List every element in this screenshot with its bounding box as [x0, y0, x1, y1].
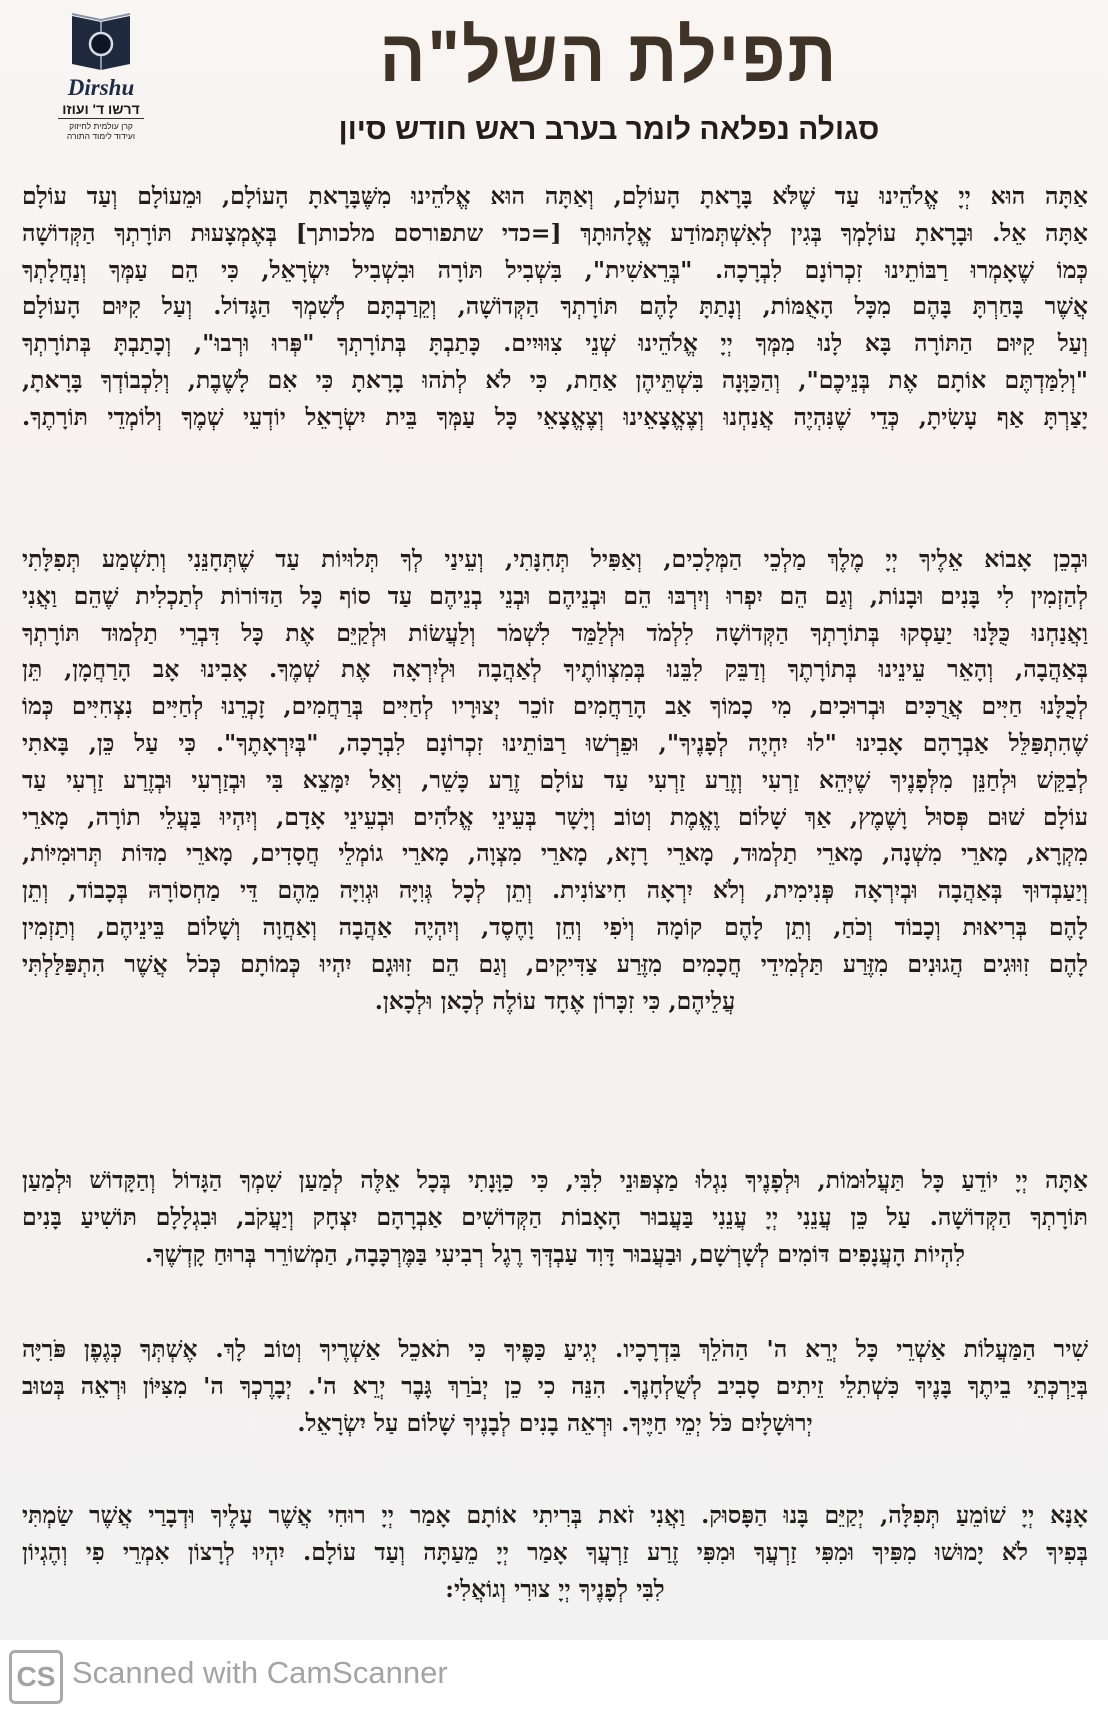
page-subtitle: סגולה נפלאה לומר בערב ראש חודש סיון [338, 113, 880, 146]
text-line: לִהְיוֹת הָעֲנָפִים דּוֹמִים לְשָׁרְשָׁם, וּבַעֲבוּר דָּוִד עַבְדְּךָ רֶגֶל רְבִיעִי בַּמֶּרְכָּבָה, הַמְשׁוֹרֵר בְּרוּחַ קָדְשֶׁךָ. [145, 1239, 965, 1268]
camscanner-logo-icon: CS [9, 1650, 63, 1704]
text-line: אַתָּה אֵל. וּבָרָאתָ עוֹלָמְךָ בְּגִין לְאִשְׁתְּמוֹדַע אֱלָהוּתָךְ [=כדי שתפורסם מלכותך] בְּאֶמְצָעוּת תּוֹרָתְךָ הַקְּדוֹשָׁה [22, 218, 1088, 247]
text-line: יְרוּשָׁלָיִם כֹּל יְמֵי חַיֶּיךָ. וּרְאֵה בָנִים לְבָנֶיךָ שָׁלוֹם עַל יִשְׂרָאֵל. [297, 1408, 813, 1437]
text-line: לָהֶם בְּרִיאוּת וְכָבוֹד וְכֹחַ, וְתֵן לָהֶם קוֹמָה וְיֹפִי וְחֵן וָחֶסֶד, וְיִהְיֶה אַהֲבָה וְאַחֲוָה וְשָׁלוֹם בֵּינֵיהֶם, וְתַזְמִין [22, 912, 1088, 941]
logo-tagline-1: קרן עולמית לחיזוק [69, 121, 133, 131]
text-line: לִבִּי לְפָנֶיךָ יְיָ צוּרִי וְגוֹאֲלִי: [445, 1574, 665, 1603]
text-line: לְהַזְמִין לִי בָּנִים וּבָנוֹת, וְגַם הֵם יִפְרוּ וְיִרְבּוּ הֵם וּבְנֵיהֶם וּבְנֵי בְנֵיהֶם עַד סוֹף כָּל הַדּוֹרוֹת לְתַכְלִית שֶׁהֵם וַאֲנִי [22, 581, 1088, 610]
page-title: תפילת השל"ה [379, 14, 839, 98]
text-line: אֲשֶׁר בָּחַרְתָּ בָּהֶם מִכָּל הָאֻמּוֹת, וְנָתַתָּ לָהֶם תּוֹרָתְךָ הַקְּדוֹשָׁה, וְקֵרַבְתָּם לְשִׁמְךָ הַגָּדוֹל. וְעַל קִיּוּם הָעוֹלָם [22, 292, 1088, 321]
camscanner-watermark: Scanned with CamScanner [72, 1655, 448, 1690]
text-line: תּוֹרָתְךָ הַקְּדוֹשָׁה. עַל כֵּן עֲנֵנִי יְיָ עֲנֵנִי בַּעֲבוּר הָאָבוֹת הַקְּדוֹשִׁים אַבְרָהָם יִצְחָק וְיַעֲקֹב, וּבִגְלָלָם תּוֹשִׁיעַ בָּנִים [22, 1202, 1088, 1231]
dirshu-logo [58, 12, 144, 141]
logo-english-name: Dirshu [67, 75, 135, 100]
text-line: וּבְכֵן אָבוֹא אֵלֶיךָ יְיָ מֶלֶךְ מַלְכֵי הַמְּלָכִים, וְאַפִּיל תְּחִנָּתִי, וְעֵינַי לְךָ תְּלוּיוֹת עַד שֶׁתְּחָנֵּנִי וְתִשְׁמַע תְּפִלָּתִי [22, 545, 1088, 573]
text-line: "וְלִמַּדְתֶּם אוֹתָם אֶת בְּנֵיכֶם", וְהַכַּוָּנָה בִּשְׁתֵּיהֶן אַחַת, כִּי לֹא לְתֹהוּ בָרָאתָ כִּי אִם לָשֶׁבֶת, וְלִכְבוֹדְךָ בָּרָאתָ, [22, 365, 1088, 394]
text-line: וְעַל קִיּוּם הַתּוֹרָה בָּא לָנוּ מִמְּךָ יְיָ אֱלֹהֵינוּ שְׁנֵי צִוּוּיִים. כָּתַבְתָּ בְּתוֹרָתְךָ "פְּרוּ וּרְבוּ", וְכָתַבְתָּ בְּתוֹרָתְךָ [22, 329, 1088, 358]
text-line: אַתָּה יְיָ יוֹדֵעַ כָּל תַּעֲלוּמוֹת, וּלְפָנֶיךָ נִגְלוּ מַצְפּוּנֵי לִבִּי, כִּי כַוָּנָתִי בְּכָל אֵלֶּה לְמַעַן שִׁמְךָ הַגָּדוֹל וְהַקָּדוֹשׁ וּלְמַעַן [22, 1166, 1088, 1194]
text-line: אַתָּה הוּא יְיָ אֱלֹהֵינוּ עַד שֶׁלֹּא בָּרָאתָ הָעוֹלָם, וְאַתָּה הוּא אֱלֹהֵינוּ מִשֶּׁבָּרָאתָ הָעוֹלָם, וּמֵעוֹלָם וְעַד עוֹלָם [22, 182, 1088, 210]
paragraph-1 [22, 178, 1088, 436]
text-line: בְּאַהֲבָה, וְהָאֵר עֵינֵינוּ בְּתוֹרָתֶךָ וְדַבֵּק לִבֵּנוּ בְּמִצְווֹתֶיךָ לְאַהֲבָה וּלְיִרְאָה אֶת שְׁמֶךָ. אָבִינוּ אָב הָרַחֲמָן, תֵּן [22, 655, 1088, 684]
text-line: לְבַקֵּשׁ וּלְחַנֵּן מִלְּפָנֶיךָ שֶׁיְּהֵא זַרְעִי וְזֶרַע זַרְעִי עַד עוֹלָם זֶרַע כָּשֵׁר, וְאַל יִמָּצֵא בִּי וּבְזַרְעִי וּבְזֶרַע זַרְעִי עַד [22, 765, 1088, 794]
text-line: לָהֶם זִוּוּגִים הֲגוּנִים מִזֶּרַע תַּלְמִידֵי חֲכָמִים מִזֶּרַע צַדִּיקִים, וְגַם הֵם זִוּוּגָם יִהְיוּ כְּמוֹתָם כְּכֹל אֲשֶׁר הִתְפַּלַּלְתִּי [22, 949, 1088, 978]
text-line: עוֹלָם שׁוּם פְּסוּל וָשֶׁמֶץ, אַךְ שָׁלוֹם וֶאֱמֶת וְטוֹב וְיָשָׁר בְּעֵינֵי אֱלֹהִים וּבְעֵינֵי אָדָם, וְיִהְיוּ בַּעֲלֵי תוֹרָה, מָארֵי [22, 802, 1088, 831]
text-line: וְיַעַבְדוּךָ בְּאַהֲבָה וּבְיִרְאָה פְּנִימִית, וְלֹא יִרְאָה חִיצוֹנִית. וְתֵן לְכָל גְּוִיָּה וּגְוִיָּה מֵהֶם דֵּי מַחְסוֹרָהּ בְּכָבוֹד, וְתֵן [22, 876, 1088, 905]
text-line: מִקְרָא, מָארֵי מִשְׁנָה, מָארֵי תַלְמוּד, מָארֵי רָזָא, מָארֵי מִצְוָה, מָארֵי גוֹמְלֵי חֲסָדִים, מָארֵי מִדּוֹת תְּרוּמִיּוֹת, [22, 839, 1088, 868]
text-line: יָצַרְתָּ אַף עָשִׂיתָ, כְּדֵי שֶׁנִּהְיֶה אֲנַחְנוּ וְצֶאֱצָאֵינוּ וְצֶאֱצָאֵי כָּל עַמְּךָ בֵּית יִשְׂרָאֵל יוֹדְעֵי שְׁמֶךָ וְלוֹמְדֵי תּוֹרָתֶךָ. [22, 402, 1088, 431]
text-line: לְכֻלָּנוּ חַיִּים אֲרֻכִּים וּבְרוּכִים, מִי כָמוֹךָ אַב הָרַחֲמִים זוֹכֵר יְצוּרָיו לְחַיִּים בְּרַחֲמִים, זָכְרֵנוּ לְחַיִּים נִצְחִיִּים כְּמוֹ [22, 692, 1088, 721]
text-line: אָנָּא יְיָ שׁוֹמֵעַ תְּפִלָּה, יְקַיֵּם בָּנוּ הַפָּסוּק. וַאֲנִי זֹאת בְּרִיתִי אוֹתָם אָמַר יְיָ רוּחִי אֲשֶׁר עָלֶיךָ וּדְבָרַי אֲשֶׁר שַׂמְתִּי [22, 1501, 1088, 1529]
text-line: וַאֲנַחְנוּ כֻּלָּנוּ יַעַסְקוּ בְּתוֹרָתְךָ הַקְּדוֹשָׁה לִלְמֹד וּלְלַמֵּד לִשְׁמֹר וְלַעֲשׂוֹת וּלְקַיֵּם אֶת כָּל דִּבְרֵי תַלְמוּד תּוֹרָתְךָ [22, 618, 1088, 647]
text-line: כְּמוֹ שֶׁאָמְרוּ רַבּוֹתֵינוּ זִכְרוֹנָם לִבְרָכָה. "בְּרֵאשִׁית", בִּשְׁבִיל תּוֹרָה וּבִשְׁבִיל יִשְׂרָאֵל, כִּי הֵם עַמְּךָ וְנַחֲלָתְךָ [22, 255, 1088, 284]
text-line: בְּיַרְכְּתֵי בֵיתֶךָ בָּנֶיךָ כִּשְׁתִלֵי זֵיתִים סָבִיב לְשֻׁלְחָנֶךָ. הִנֵּה כִי כֵן יְבֹרַךְ גָּבֶר יְרֵא ה'. יְבָרֶכְךָ ה' מִצִּיּוֹן וּרְאֵה בְּטוּב [22, 1371, 1088, 1400]
paragraph-5 [22, 1497, 1088, 1607]
text-line: שֶׁהִתְפַּלֵּל אַבְרָהָם אָבִינוּ "לוּ יִחְיֶה לְפָנֶיךָ", וּפֵרְשׁוּ רַבּוֹתֵינוּ זִכְרוֹנָם לִבְרָכָה, "בְּיִרְאָתֶךָ". כִּי עַל כֵּן, בָּאתִי [22, 728, 1088, 757]
logo-hebrew-name: דרשו ד' ועוזו [58, 100, 144, 119]
logo-tagline-2: ועידוד לימוד התורה [66, 131, 136, 141]
text-line: בְּפִיךָ לֹא יָמוּשׁוּ מִפִּיךָ וּמִפִּי זַרְעֲךָ וּמִפִּי זֶרַע זַרְעֲךָ אָמַר יְיָ מֵעַתָּה וְעַד עוֹלָם. יִהְיוּ לְרָצוֹן אִמְרֵי פִי וְהֶגְיוֹן [22, 1537, 1088, 1566]
book-logo-icon [70, 12, 132, 72]
paragraph-4 [22, 1331, 1088, 1441]
paragraph-3 [22, 1162, 1088, 1272]
paragraph-2 [22, 541, 1088, 1019]
text-line: שִׁיר הַמַּעֲלוֹת אַשְׁרֵי כָּל יְרֵא ה' הַהֹלֵךְ בִּדְרָכָיו. יְגִיעַ כַּפֶּיךָ כִּי תֹאכֵל אַשְׁרֶיךָ וְטוֹב לָךְ. אֶשְׁתְּךָ כְּגֶפֶן פֹּרִיָּה [22, 1335, 1088, 1363]
text-line: עֲלֵיהֶם, כִּי זִכָּרוֹן אֶחָד עוֹלֶה לְכָאן וּלְכָאן. [374, 986, 736, 1015]
